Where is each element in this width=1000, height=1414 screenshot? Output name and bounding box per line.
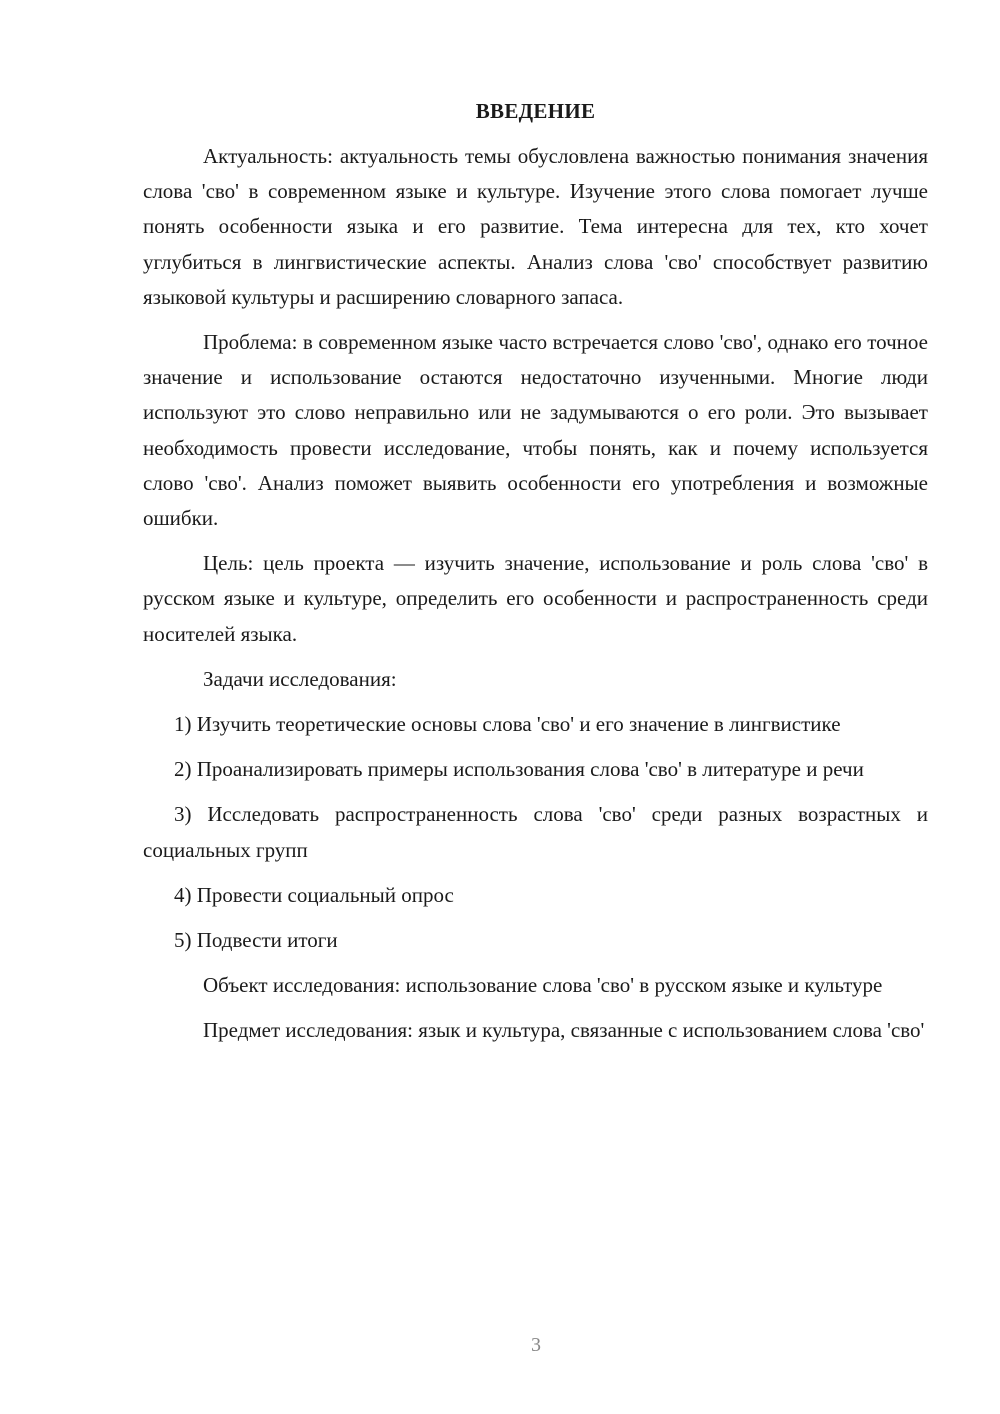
goal-paragraph: Цель: цель проекта — изучить значение, использование и роль слова 'сво' в русском языке и культуре, определить его особенности и распространенность среди носителей языка.: [143, 551, 928, 646]
task-item-1: 1) Изучить теоретические основы слова 'сво' и его значение в лингвистике: [174, 712, 841, 737]
task-item-2: 2) Проанализировать примеры использования слова 'сво' в литературе и речи: [174, 757, 864, 782]
task-item-5: 5) Подвести итоги: [174, 928, 338, 953]
document-page: [143, 94, 928, 1059]
subject-paragraph: Предмет исследования: язык и культура, связанные с использованием слова 'сво': [203, 1018, 925, 1043]
task-item-3: 3) Исследовать распространенность слова 'сво' среди разных возрастных и социальных групп: [143, 802, 928, 862]
object-paragraph: Объект исследования: использование слова 'сво' в русском языке и культуре: [203, 973, 883, 998]
page-title: ВВЕДЕНИЕ: [475, 99, 596, 123]
problem-paragraph: Проблема: в современном языке часто встречается слово 'сво', однако его точное значение и использование остаются недостаточно изученными. Многие люди используют это слово неправильно или не задумываются о его роли. Это вызывает необходимость провести исследование, чтобы понять, как и почему используется слово 'сво'. Анализ поможет выявить особенности его употребления и возможные ошибки.: [143, 330, 928, 531]
relevance-paragraph: Актуальность: актуальность темы обусловлена важностью понимания значения слова 'сво' в современном языке и культуре. Изучение этого слова помогает лучше понять особенности языка и его развитие. Тема интересна для тех, кто хочет углубиться в лингвистические аспекты. Анализ слова 'сво' способствует развитию языковой культуры и расширению словарного запаса.: [143, 144, 928, 309]
page-number: 3: [531, 1334, 541, 1356]
task-item-4: 4) Провести социальный опрос: [174, 882, 454, 907]
tasks-heading: Задачи исследования:: [203, 666, 397, 691]
